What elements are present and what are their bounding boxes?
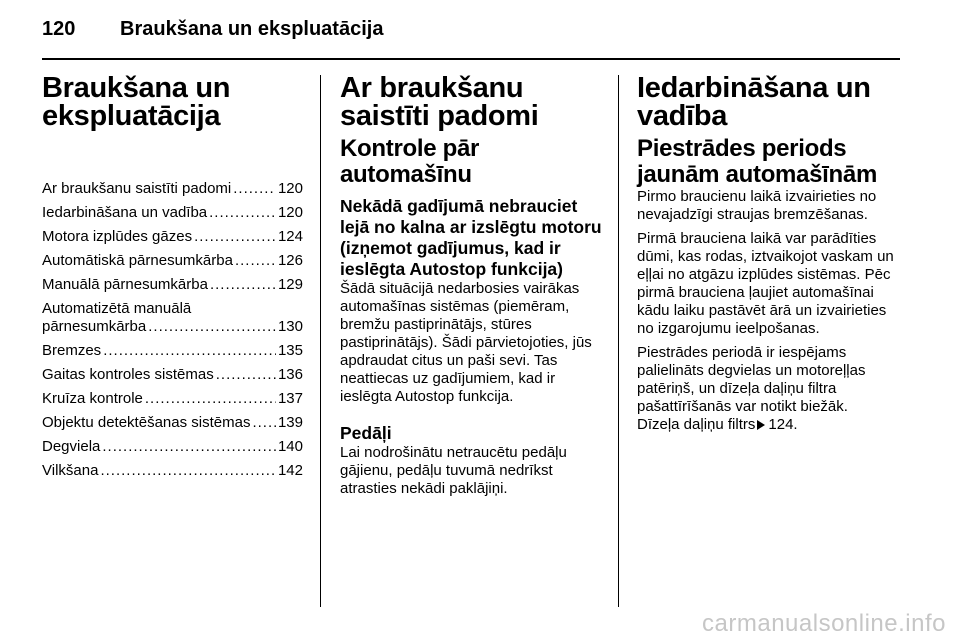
toc-item[interactable]: Manuālā pārnesumkārba ..... 129: [42, 276, 303, 294]
column-2: [340, 74, 602, 498]
warning-heading: Nekādā gadījumā nebrauciet lejā no kalna ar izslēgtu motoru (izņemot gadījumus, kad ir ieslēgta Autostop funkcija): [340, 196, 602, 279]
pedals-text: Lai nodrošinātu netraucētu pedāļu gājienu, pedāļu tuvumā nedrīkst atrasties nekādi paklājiņi.: [340, 444, 567, 497]
page-reference-arrow-icon: [757, 420, 765, 430]
toc-item[interactable]: Automātiskā pārnesumkārba ..... 126: [42, 252, 303, 270]
column-3: [637, 74, 900, 434]
watermark: carmanualsonline.info: [702, 610, 946, 637]
toc-item[interactable]: Objektu detektēšanas sistēmas ..... 139: [42, 414, 303, 432]
section-title: Iedarbināšana un vadība: [637, 72, 871, 132]
warning-text: Šādā situācijā nedarbosies vairākas automašīnas sistēmas (piemēram, bremžu pastiprinātājs, stūres pastiprinātājs). Šādi pārvietojoties, jūs apdraudat citus un paši sevi. Tas neattiecas uz gadījumiem, kad ir ieslēgta Autostop funkcija.: [340, 280, 592, 405]
toc-item[interactable]: Motora izplūdes gāzes ..... 124: [42, 228, 303, 246]
chapter-title: Braukšana un ekspluatācija: [42, 72, 231, 132]
paragraph: Pirmo braucienu laikā izvairieties no nevajadzīgi straujas bremzēšanas.: [637, 188, 877, 223]
page-number: 120: [42, 18, 76, 40]
toc-item[interactable]: Iedarbināšana un vadība ..... 120: [42, 204, 303, 222]
column-divider-1: [320, 75, 321, 607]
table-of-contents: [42, 180, 303, 480]
header-rule: [42, 58, 900, 60]
column-1: [42, 74, 303, 486]
toc-item[interactable]: Automatizētā manuālā pārnesumkārba ..... 130: [42, 300, 303, 336]
toc-item[interactable]: Vilkšana ..... 142: [42, 462, 303, 480]
paragraph: Pirmā brauciena laikā var parādīties dūmi, kas rodas, iztvaikojot vaskam un eļļai no atgāzu izplūdes sistēmas. Pēc pirmā brauciena ļaujiet automašīnai kādu laiku pastāvēt ārā un izvairieties no izgarojumu ieelpošanas.: [637, 230, 894, 337]
section-title: Ar braukšanu saistīti padomi: [340, 72, 539, 132]
toc-item[interactable]: Degviela ..... 140: [42, 438, 303, 456]
pedals-heading: Pedāļi: [340, 423, 392, 443]
toc-item[interactable]: Kruīza kontrole ..... 137: [42, 390, 303, 408]
cross-reference[interactable]: Dīzeļa daļiņu filtrs 124.: [637, 416, 798, 433]
paragraph: Piestrādes periodā ir iespējams palielināts degvielas un motoreļļas patēriņš, un dīzeļa daļiņu filtra pašattīrīšanās var notikt biežāk.: [637, 344, 866, 415]
toc-item[interactable]: Ar braukšanu saistīti padomi ..... 120: [42, 180, 303, 198]
toc-item[interactable]: Gaitas kontroles sistēmas ..... 136: [42, 366, 303, 384]
section-subtitle: Piestrādes periods jaunām automašīnām: [637, 135, 878, 188]
header-title: Braukšana un ekspluatācija: [120, 18, 384, 40]
toc-item[interactable]: Bremzes ..... 135: [42, 342, 303, 360]
column-divider-2: [618, 75, 619, 607]
section-subtitle: Kontrole pār automašīnu: [340, 135, 480, 188]
